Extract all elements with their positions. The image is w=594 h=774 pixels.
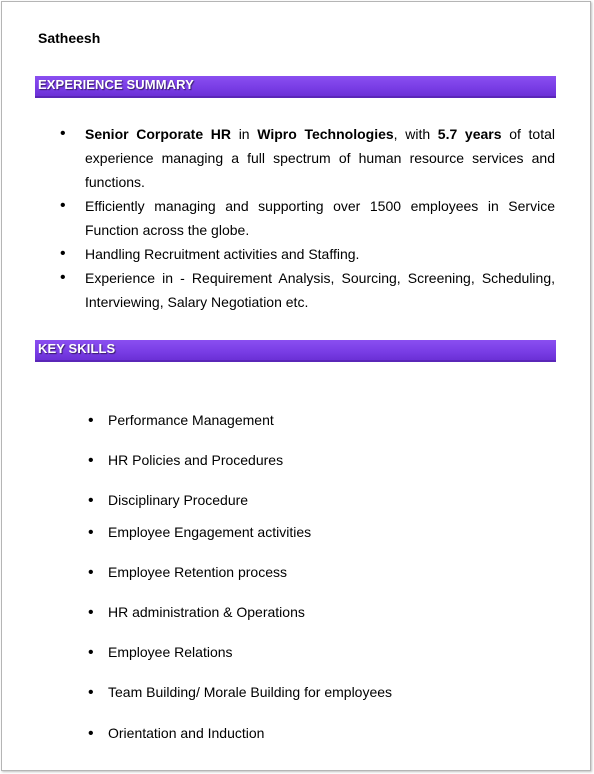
skill-item bbox=[88, 725, 264, 743]
bullet-icon: • bbox=[88, 604, 94, 621]
bullet-icon: • bbox=[88, 564, 94, 581]
summary-in-text: in bbox=[238, 126, 250, 142]
skill-label: Orientation and Induction bbox=[108, 725, 265, 741]
candidate-name: Satheesh bbox=[38, 30, 101, 46]
skill-item bbox=[88, 452, 283, 470]
skill-label: Employee Retention process bbox=[108, 564, 287, 580]
experience-summary-title: EXPERIENCE SUMMARY bbox=[38, 77, 194, 92]
skill-label: Team Building/ Morale Building for employees bbox=[108, 684, 393, 700]
summary-item: • Handling Recruitment activities and Staffing. bbox=[60, 242, 555, 266]
summary-item: • Efficiently managing and supporting over 1500 employees in Service Function across the globe. bbox=[60, 194, 555, 242]
skill-item bbox=[88, 684, 392, 702]
bullet-icon: • bbox=[88, 452, 94, 469]
skill-item bbox=[88, 644, 233, 662]
skill-item bbox=[88, 564, 287, 582]
experience-summary-header bbox=[35, 76, 556, 98]
skill-label: Employee Engagement activities bbox=[108, 524, 312, 540]
summary-years: 5.7 years bbox=[437, 126, 502, 142]
skill-item bbox=[88, 412, 274, 430]
skill-label: HR administration & Operations bbox=[108, 604, 305, 620]
bullet-icon: • bbox=[88, 412, 94, 429]
skill-item bbox=[88, 524, 311, 542]
experience-summary-list bbox=[60, 122, 555, 314]
skill-label: Disciplinary Procedure bbox=[108, 492, 249, 508]
bullet-icon: • bbox=[88, 492, 94, 509]
summary-role: Senior Corporate HR bbox=[85, 126, 232, 142]
skill-item bbox=[88, 492, 248, 510]
summary-item bbox=[60, 122, 555, 194]
skill-item bbox=[88, 604, 305, 622]
summary-company: Wipro Technologies bbox=[257, 126, 394, 142]
summary-item: • Experience in - Requirement Analysis, Sourcing, Screening, Scheduling, Interviewing, Salary Negotiation etc. bbox=[60, 266, 555, 314]
bullet-icon: • bbox=[88, 725, 94, 742]
bullet-icon: • bbox=[88, 684, 94, 701]
skill-label: HR Policies and Procedures bbox=[108, 452, 284, 468]
summary-with-text: , with bbox=[393, 126, 431, 142]
summary-rest: of total experience managing a full spectrum of human resource services and functions. bbox=[85, 126, 556, 190]
skill-label: Employee Relations bbox=[108, 644, 233, 660]
bullet-icon: • bbox=[88, 644, 94, 661]
key-skills-title: KEY SKILLS bbox=[38, 341, 116, 356]
skill-label: Performance Management bbox=[108, 412, 274, 428]
key-skills-header bbox=[35, 340, 556, 362]
bullet-icon: • bbox=[88, 524, 94, 541]
